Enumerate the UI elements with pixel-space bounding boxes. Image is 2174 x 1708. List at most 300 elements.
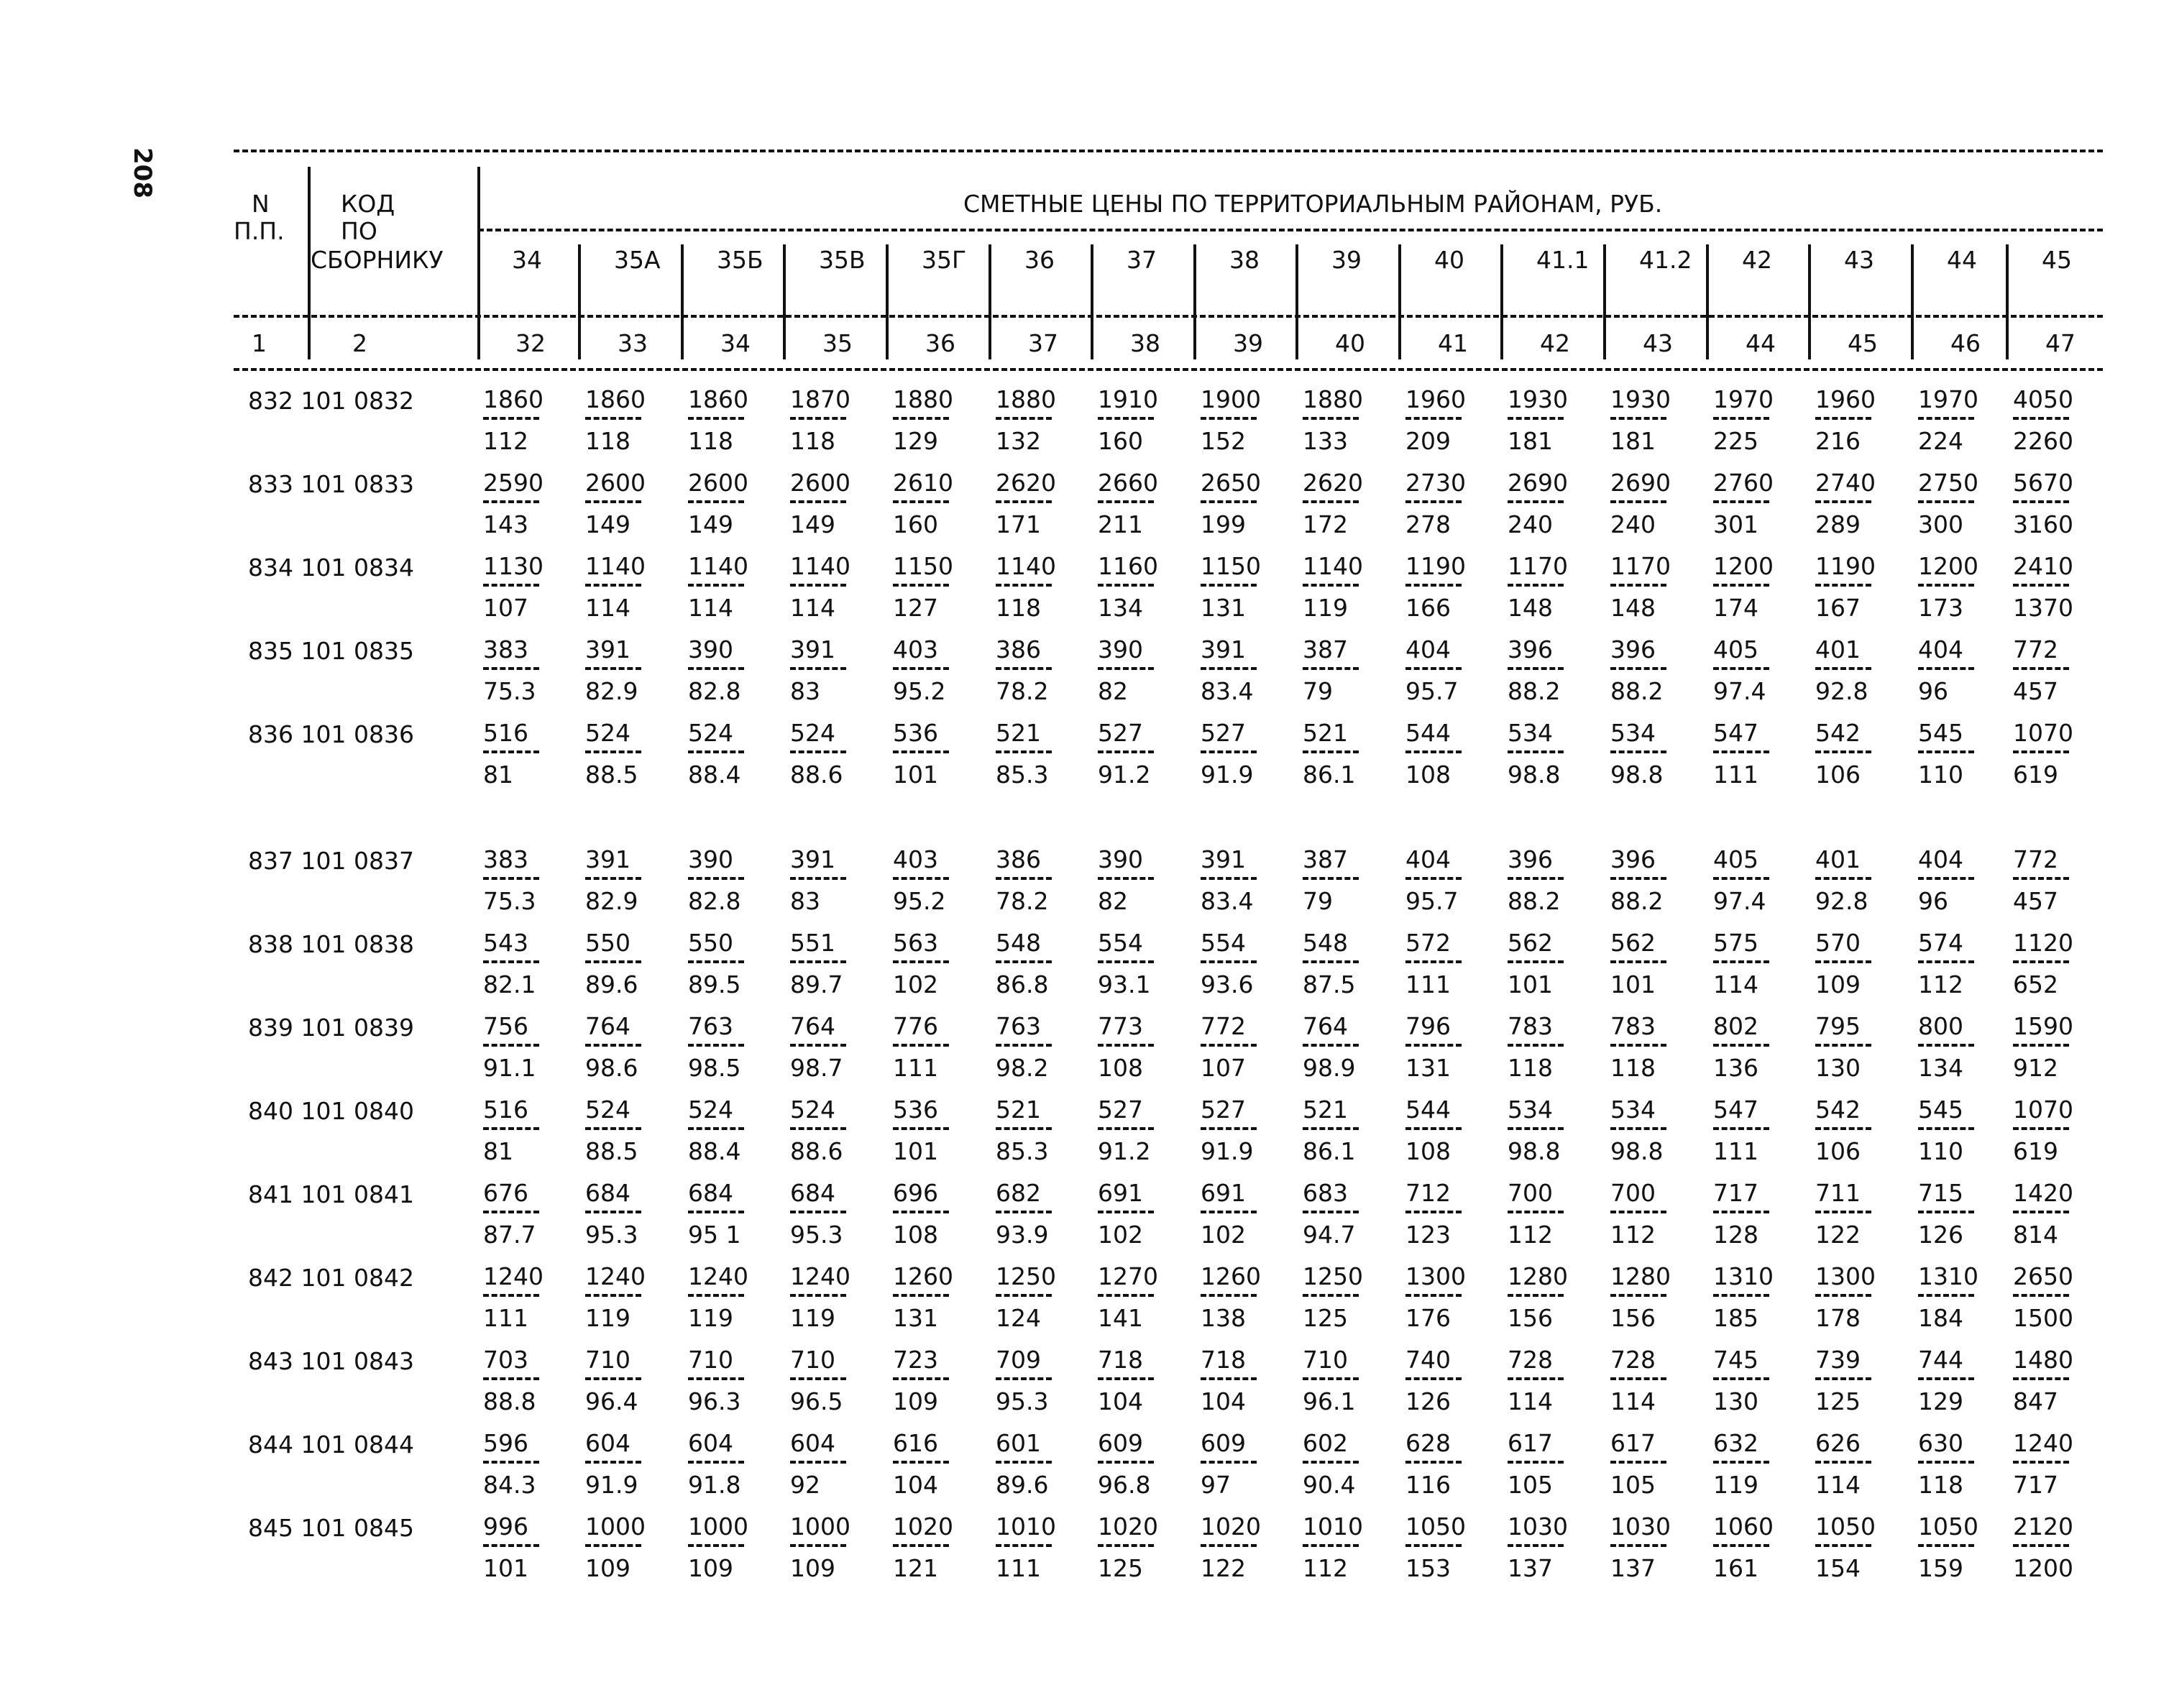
fraction-dash	[585, 667, 641, 670]
cell-upper: 2730	[1405, 469, 1466, 497]
cell-lower: 149	[790, 510, 835, 538]
cell-upper: 405	[1713, 635, 1758, 664]
fraction-dash	[1405, 960, 1462, 963]
region-index-10: 42	[1540, 329, 1570, 357]
cell-lower: 98.8	[1508, 761, 1561, 789]
cell-upper: 2410	[2013, 552, 2073, 580]
cell-lower: 126	[1405, 1387, 1451, 1415]
fraction-dash	[1098, 1461, 1154, 1464]
fraction-dash	[996, 960, 1052, 963]
cell-upper: 676	[483, 1179, 528, 1207]
cell-lower: 96.1	[1303, 1387, 1356, 1415]
fraction-dash	[1815, 1461, 1871, 1464]
cell-lower: 92.8	[1815, 887, 1868, 915]
cell-upper: 1190	[1815, 552, 1876, 580]
cell-upper: 764	[585, 1012, 630, 1040]
fraction-dash	[1918, 417, 1974, 420]
fraction-dash	[2013, 1544, 2069, 1547]
cell-lower: 152	[1201, 427, 1246, 455]
cell-lower: 114	[688, 594, 733, 622]
fraction-dash	[2013, 417, 2069, 420]
cell-lower: 91.8	[688, 1471, 741, 1499]
cell-upper: 1310	[1713, 1262, 1774, 1290]
fraction-dash	[1098, 417, 1154, 420]
cell-upper: 390	[1098, 635, 1143, 664]
fraction-dash	[1713, 1294, 1769, 1297]
cell-upper: 744	[1918, 1346, 1963, 1374]
cell-upper: 4050	[2013, 385, 2073, 413]
cell-lower: 90.4	[1303, 1471, 1356, 1499]
cell-lower: 211	[1098, 510, 1143, 538]
cell-lower: 106	[1815, 1137, 1861, 1165]
fraction-dash	[790, 877, 846, 880]
cell-upper: 796	[1405, 1012, 1451, 1040]
cell-upper: 2620	[996, 469, 1056, 497]
fraction-dash	[996, 667, 1052, 670]
fraction-dash	[1815, 417, 1871, 420]
fraction-dash	[585, 1461, 641, 1464]
cell-lower: 122	[1815, 1221, 1861, 1249]
cell-lower: 119	[1713, 1471, 1758, 1499]
cell-upper: 604	[790, 1429, 835, 1457]
region-index-7: 39	[1233, 329, 1263, 357]
cell-lower: 82.8	[688, 887, 741, 915]
cell-lower: 160	[893, 510, 938, 538]
cell-upper: 763	[996, 1012, 1041, 1040]
cell-upper: 1010	[1303, 1512, 1363, 1541]
fraction-dash	[790, 1377, 846, 1380]
cell-lower: 131	[893, 1304, 938, 1332]
fraction-dash	[585, 1377, 641, 1380]
region-index-3: 35	[822, 329, 853, 357]
cell-lower: 173	[1918, 594, 1963, 622]
fraction-dash	[893, 960, 949, 963]
col2-header-po: ПО	[341, 217, 377, 245]
cell-lower: 137	[1508, 1554, 1553, 1582]
cell-upper: 617	[1610, 1429, 1656, 1457]
region-header-11: 41.2	[1639, 246, 1692, 274]
region-divider-9	[1398, 244, 1401, 359]
cell-lower: 107	[483, 594, 528, 622]
fraction-dash	[1303, 877, 1359, 880]
fraction-dash	[1610, 417, 1666, 420]
cell-lower: 912	[2013, 1054, 2058, 1082]
cell-lower: 83	[790, 887, 820, 915]
fraction-dash	[790, 500, 846, 503]
cell-upper: 596	[483, 1429, 528, 1457]
cell-lower: 105	[1508, 1471, 1553, 1499]
fraction-dash	[1508, 1377, 1564, 1380]
fraction-dash	[790, 1127, 846, 1130]
region-index-11: 43	[1643, 329, 1673, 357]
fraction-dash	[1713, 1461, 1769, 1464]
fraction-dash	[1201, 960, 1257, 963]
cell-upper: 547	[1713, 1096, 1758, 1124]
cell-upper: 521	[996, 719, 1041, 747]
cell-upper: 574	[1918, 929, 1963, 957]
region-header-2: 35Б	[717, 246, 763, 274]
region-index-14: 46	[1950, 329, 1981, 357]
cell-upper: 524	[585, 719, 630, 747]
fraction-dash	[1405, 584, 1462, 587]
fraction-dash	[1201, 1294, 1257, 1297]
cell-upper: 545	[1918, 719, 1963, 747]
cell-upper: 516	[483, 719, 528, 747]
cell-lower: 109	[893, 1387, 938, 1415]
cell-lower: 118	[996, 594, 1041, 622]
fraction-dash	[1098, 1211, 1154, 1213]
cell-lower: 108	[1098, 1054, 1143, 1082]
cell-upper: 401	[1815, 845, 1861, 873]
cell-lower: 81	[483, 1137, 513, 1165]
cell-lower: 116	[1405, 1471, 1451, 1499]
fraction-dash	[1508, 584, 1564, 587]
fraction-dash	[893, 1377, 949, 1380]
cell-upper: 1150	[1201, 552, 1261, 580]
cell-upper: 1960	[1405, 385, 1466, 413]
cell-lower: 82	[1098, 887, 1128, 915]
fraction-dash	[585, 750, 641, 753]
cell-lower: 89.6	[585, 970, 638, 998]
fraction-dash	[1610, 667, 1666, 670]
cell-lower: 88.4	[688, 1137, 741, 1165]
fraction-dash	[585, 1211, 641, 1213]
cell-upper: 572	[1405, 929, 1451, 957]
cell-lower: 102	[893, 970, 938, 998]
cell-upper: 391	[790, 845, 835, 873]
cell-upper: 1030	[1508, 1512, 1568, 1541]
cell-upper: 2590	[483, 469, 544, 497]
fraction-dash	[1201, 584, 1257, 587]
cell-lower: 97.4	[1713, 677, 1766, 705]
cell-lower: 111	[483, 1304, 528, 1332]
cell-upper: 1280	[1610, 1262, 1671, 1290]
cell-upper: 527	[1201, 719, 1246, 747]
cell-upper: 700	[1610, 1179, 1656, 1207]
fraction-dash	[1610, 1461, 1666, 1464]
fraction-dash	[1713, 960, 1769, 963]
cell-lower: 101	[483, 1554, 528, 1582]
fraction-dash	[688, 500, 744, 503]
region-divider-12	[1706, 244, 1709, 359]
cell-upper: 1300	[1815, 1262, 1876, 1290]
cell-upper: 1260	[1201, 1262, 1261, 1290]
cell-lower: 91.9	[1201, 761, 1254, 789]
cell-upper: 756	[483, 1012, 528, 1040]
index-rule	[234, 315, 2103, 318]
cell-lower: 240	[1508, 510, 1553, 538]
cell-lower: 185	[1713, 1304, 1758, 1332]
fraction-dash	[1713, 500, 1769, 503]
cell-upper: 527	[1098, 1096, 1143, 1124]
cell-upper: 1240	[688, 1262, 748, 1290]
cell-lower: 92	[790, 1471, 820, 1499]
fraction-dash	[1508, 1294, 1564, 1297]
cell-upper: 764	[790, 1012, 835, 1040]
cell-lower: 114	[790, 594, 835, 622]
cell-lower: 148	[1610, 594, 1656, 622]
fraction-dash	[893, 417, 949, 420]
cell-upper: 2600	[585, 469, 646, 497]
cell-upper: 1590	[2013, 1012, 2073, 1040]
fraction-dash	[1098, 877, 1154, 880]
cell-lower: 88.2	[1508, 677, 1561, 705]
cell-lower: 83.4	[1201, 887, 1254, 915]
cell-upper: 543	[483, 929, 528, 957]
fraction-dash	[1815, 1377, 1871, 1380]
cell-upper: 617	[1508, 1429, 1553, 1457]
fraction-dash	[1815, 877, 1871, 880]
cell-lower: 88.5	[585, 761, 638, 789]
row-label: 833 101 0833	[248, 470, 414, 498]
cell-lower: 137	[1610, 1554, 1656, 1582]
fraction-dash	[2013, 960, 2069, 963]
cell-upper: 710	[585, 1346, 630, 1374]
cell-lower: 118	[1610, 1054, 1656, 1082]
cell-lower: 83.4	[1201, 677, 1254, 705]
cell-upper: 709	[996, 1346, 1041, 1374]
fraction-dash	[1303, 1461, 1359, 1464]
fraction-dash	[688, 1127, 744, 1130]
cell-upper: 1000	[688, 1512, 748, 1541]
cell-upper: 1070	[2013, 719, 2073, 747]
cell-upper: 404	[1918, 845, 1963, 873]
fraction-dash	[1201, 1544, 1257, 1547]
fraction-dash	[1713, 667, 1769, 670]
cell-lower: 129	[893, 427, 938, 455]
cell-upper: 383	[483, 635, 528, 664]
region-divider-3	[783, 244, 786, 359]
fraction-dash	[1508, 750, 1564, 753]
cell-lower: 199	[1201, 510, 1246, 538]
cell-lower: 118	[1508, 1054, 1553, 1082]
row-label: 839 101 0839	[248, 1014, 414, 1042]
cell-upper: 728	[1610, 1346, 1656, 1374]
fraction-dash	[1303, 667, 1359, 670]
cell-lower: 82.9	[585, 677, 638, 705]
cell-lower: 105	[1610, 1471, 1656, 1499]
cell-upper: 2650	[2013, 1262, 2073, 1290]
top-rule	[234, 150, 2103, 152]
fraction-dash	[790, 960, 846, 963]
region-header-13: 43	[1844, 246, 1874, 274]
region-header-15: 45	[2042, 246, 2072, 274]
cell-lower: 78.2	[996, 887, 1049, 915]
cell-upper: 802	[1713, 1012, 1758, 1040]
fraction-dash	[1405, 417, 1462, 420]
fraction-dash	[1303, 500, 1359, 503]
cell-lower: 95.2	[893, 887, 946, 915]
cell-upper: 403	[893, 845, 938, 873]
cell-upper: 521	[1303, 719, 1348, 747]
cell-lower: 149	[688, 510, 733, 538]
cell-upper: 562	[1610, 929, 1656, 957]
cell-lower: 75.3	[483, 677, 536, 705]
region-index-0: 32	[515, 329, 546, 357]
cell-upper: 521	[996, 1096, 1041, 1124]
cell-upper: 536	[893, 719, 938, 747]
fraction-dash	[790, 750, 846, 753]
cell-upper: 1880	[996, 385, 1056, 413]
fraction-dash	[688, 877, 744, 880]
fraction-dash	[1610, 1127, 1666, 1130]
fraction-dash	[1201, 667, 1257, 670]
cell-upper: 524	[790, 719, 835, 747]
cell-upper: 391	[585, 635, 630, 664]
cell-upper: 387	[1303, 635, 1348, 664]
fraction-dash	[1815, 584, 1871, 587]
cell-lower: 82.1	[483, 970, 536, 998]
fraction-dash	[996, 1377, 1052, 1380]
cell-lower: 130	[1713, 1387, 1758, 1415]
fraction-dash	[893, 667, 949, 670]
fraction-dash	[688, 1461, 744, 1464]
cell-upper: 524	[790, 1096, 835, 1124]
cell-lower: 110	[1918, 761, 1963, 789]
cell-upper: 391	[1201, 845, 1246, 873]
fraction-dash	[893, 1211, 949, 1213]
fraction-dash	[1303, 1544, 1359, 1547]
region-index-6: 38	[1130, 329, 1160, 357]
region-index-2: 34	[720, 329, 751, 357]
fraction-dash	[893, 1461, 949, 1464]
fraction-dash	[585, 417, 641, 420]
cell-upper: 1860	[483, 385, 544, 413]
fraction-dash	[1405, 1044, 1462, 1047]
fraction-dash	[1508, 1044, 1564, 1047]
cell-lower: 109	[688, 1554, 733, 1582]
fraction-dash	[1815, 750, 1871, 753]
fraction-dash	[688, 1544, 744, 1547]
cell-upper: 684	[688, 1179, 733, 1207]
cell-lower: 457	[2013, 887, 2058, 915]
cell-upper: 1140	[790, 552, 850, 580]
cell-upper: 776	[893, 1012, 938, 1040]
cell-upper: 630	[1918, 1429, 1963, 1457]
fraction-dash	[2013, 1127, 2069, 1130]
region-divider-10	[1500, 244, 1503, 359]
cell-upper: 696	[893, 1179, 938, 1207]
cell-upper: 1030	[1610, 1512, 1671, 1541]
cell-lower: 184	[1918, 1304, 1963, 1332]
col2-header-sborniku: СБОРНИКУ	[311, 246, 444, 274]
row-label: 838 101 0838	[248, 930, 414, 958]
cell-lower: 216	[1815, 427, 1861, 455]
cell-lower: 96.3	[688, 1387, 741, 1415]
cell-upper: 1240	[2013, 1429, 2073, 1457]
region-header-5: 36	[1024, 246, 1055, 274]
cell-lower: 118	[585, 427, 630, 455]
region-header-14: 44	[1947, 246, 1977, 274]
cell-upper: 516	[483, 1096, 528, 1124]
fraction-dash	[996, 417, 1052, 420]
cell-lower: 118	[688, 427, 733, 455]
cell-lower: 78.2	[996, 677, 1049, 705]
fraction-dash	[1610, 1377, 1666, 1380]
fraction-dash	[1098, 960, 1154, 963]
fraction-dash	[893, 750, 949, 753]
cell-upper: 1480	[2013, 1346, 2073, 1374]
cell-upper: 524	[688, 719, 733, 747]
cell-lower: 88.2	[1610, 887, 1664, 915]
cell-lower: 301	[1713, 510, 1758, 538]
fraction-dash	[1405, 1461, 1462, 1464]
cell-lower: 98.8	[1508, 1137, 1561, 1165]
region-index-5: 37	[1028, 329, 1058, 357]
fraction-dash	[893, 500, 949, 503]
cell-lower: 79	[1303, 887, 1333, 915]
cell-upper: 1160	[1098, 552, 1158, 580]
fraction-dash	[585, 584, 641, 587]
fraction-dash	[1815, 1294, 1871, 1297]
cell-lower: 91.2	[1098, 761, 1151, 789]
cell-lower: 104	[893, 1471, 938, 1499]
fraction-dash	[1508, 667, 1564, 670]
fraction-dash	[2013, 1294, 2069, 1297]
cell-lower: 108	[893, 1221, 938, 1249]
cell-lower: 86.1	[1303, 1137, 1356, 1165]
fraction-dash	[585, 500, 641, 503]
cell-upper: 563	[893, 929, 938, 957]
cell-lower: 619	[2013, 1137, 2058, 1165]
fraction-dash	[1918, 1127, 1974, 1130]
fraction-dash	[1918, 1044, 1974, 1047]
fraction-dash	[1201, 1044, 1257, 1047]
fraction-dash	[1610, 960, 1666, 963]
cell-lower: 847	[2013, 1387, 2058, 1415]
cell-lower: 88.6	[790, 1137, 843, 1165]
fraction-dash	[1918, 1211, 1974, 1213]
cell-lower: 652	[2013, 970, 2058, 998]
region-divider-13	[1808, 244, 1811, 359]
fraction-dash	[1303, 1044, 1359, 1047]
cell-upper: 1010	[996, 1512, 1056, 1541]
cell-upper: 1240	[585, 1262, 646, 1290]
cell-lower: 3160	[2013, 510, 2073, 538]
cell-upper: 404	[1405, 845, 1451, 873]
fraction-dash	[1815, 960, 1871, 963]
fraction-dash	[585, 1044, 641, 1047]
cell-upper: 1930	[1610, 385, 1671, 413]
fraction-dash	[1918, 1461, 1974, 1464]
fraction-dash	[1508, 417, 1564, 420]
cell-lower: 93.1	[1098, 970, 1151, 998]
title-rule	[478, 229, 2103, 231]
cell-lower: 111	[1713, 1137, 1758, 1165]
cell-upper: 682	[996, 1179, 1041, 1207]
page-number: 208	[128, 147, 157, 198]
fraction-dash	[2013, 1211, 2069, 1213]
index-left-1: 1	[252, 329, 267, 357]
cell-lower: 82.9	[585, 887, 638, 915]
cell-upper: 1930	[1508, 385, 1568, 413]
cell-lower: 112	[1508, 1221, 1553, 1249]
fraction-dash	[1201, 1211, 1257, 1213]
cell-lower: 111	[1713, 761, 1758, 789]
cell-upper: 1240	[483, 1262, 544, 1290]
cell-lower: 149	[585, 510, 630, 538]
cell-upper: 527	[1098, 719, 1143, 747]
cell-lower: 85.3	[996, 1137, 1049, 1165]
row-label: 834 101 0834	[248, 554, 414, 582]
cell-lower: 97	[1201, 1471, 1231, 1499]
fraction-dash	[1508, 1127, 1564, 1130]
cell-upper: 800	[1918, 1012, 1963, 1040]
fraction-dash	[1610, 1294, 1666, 1297]
cell-upper: 1140	[996, 552, 1056, 580]
fraction-dash	[688, 667, 744, 670]
cell-upper: 2690	[1508, 469, 1568, 497]
